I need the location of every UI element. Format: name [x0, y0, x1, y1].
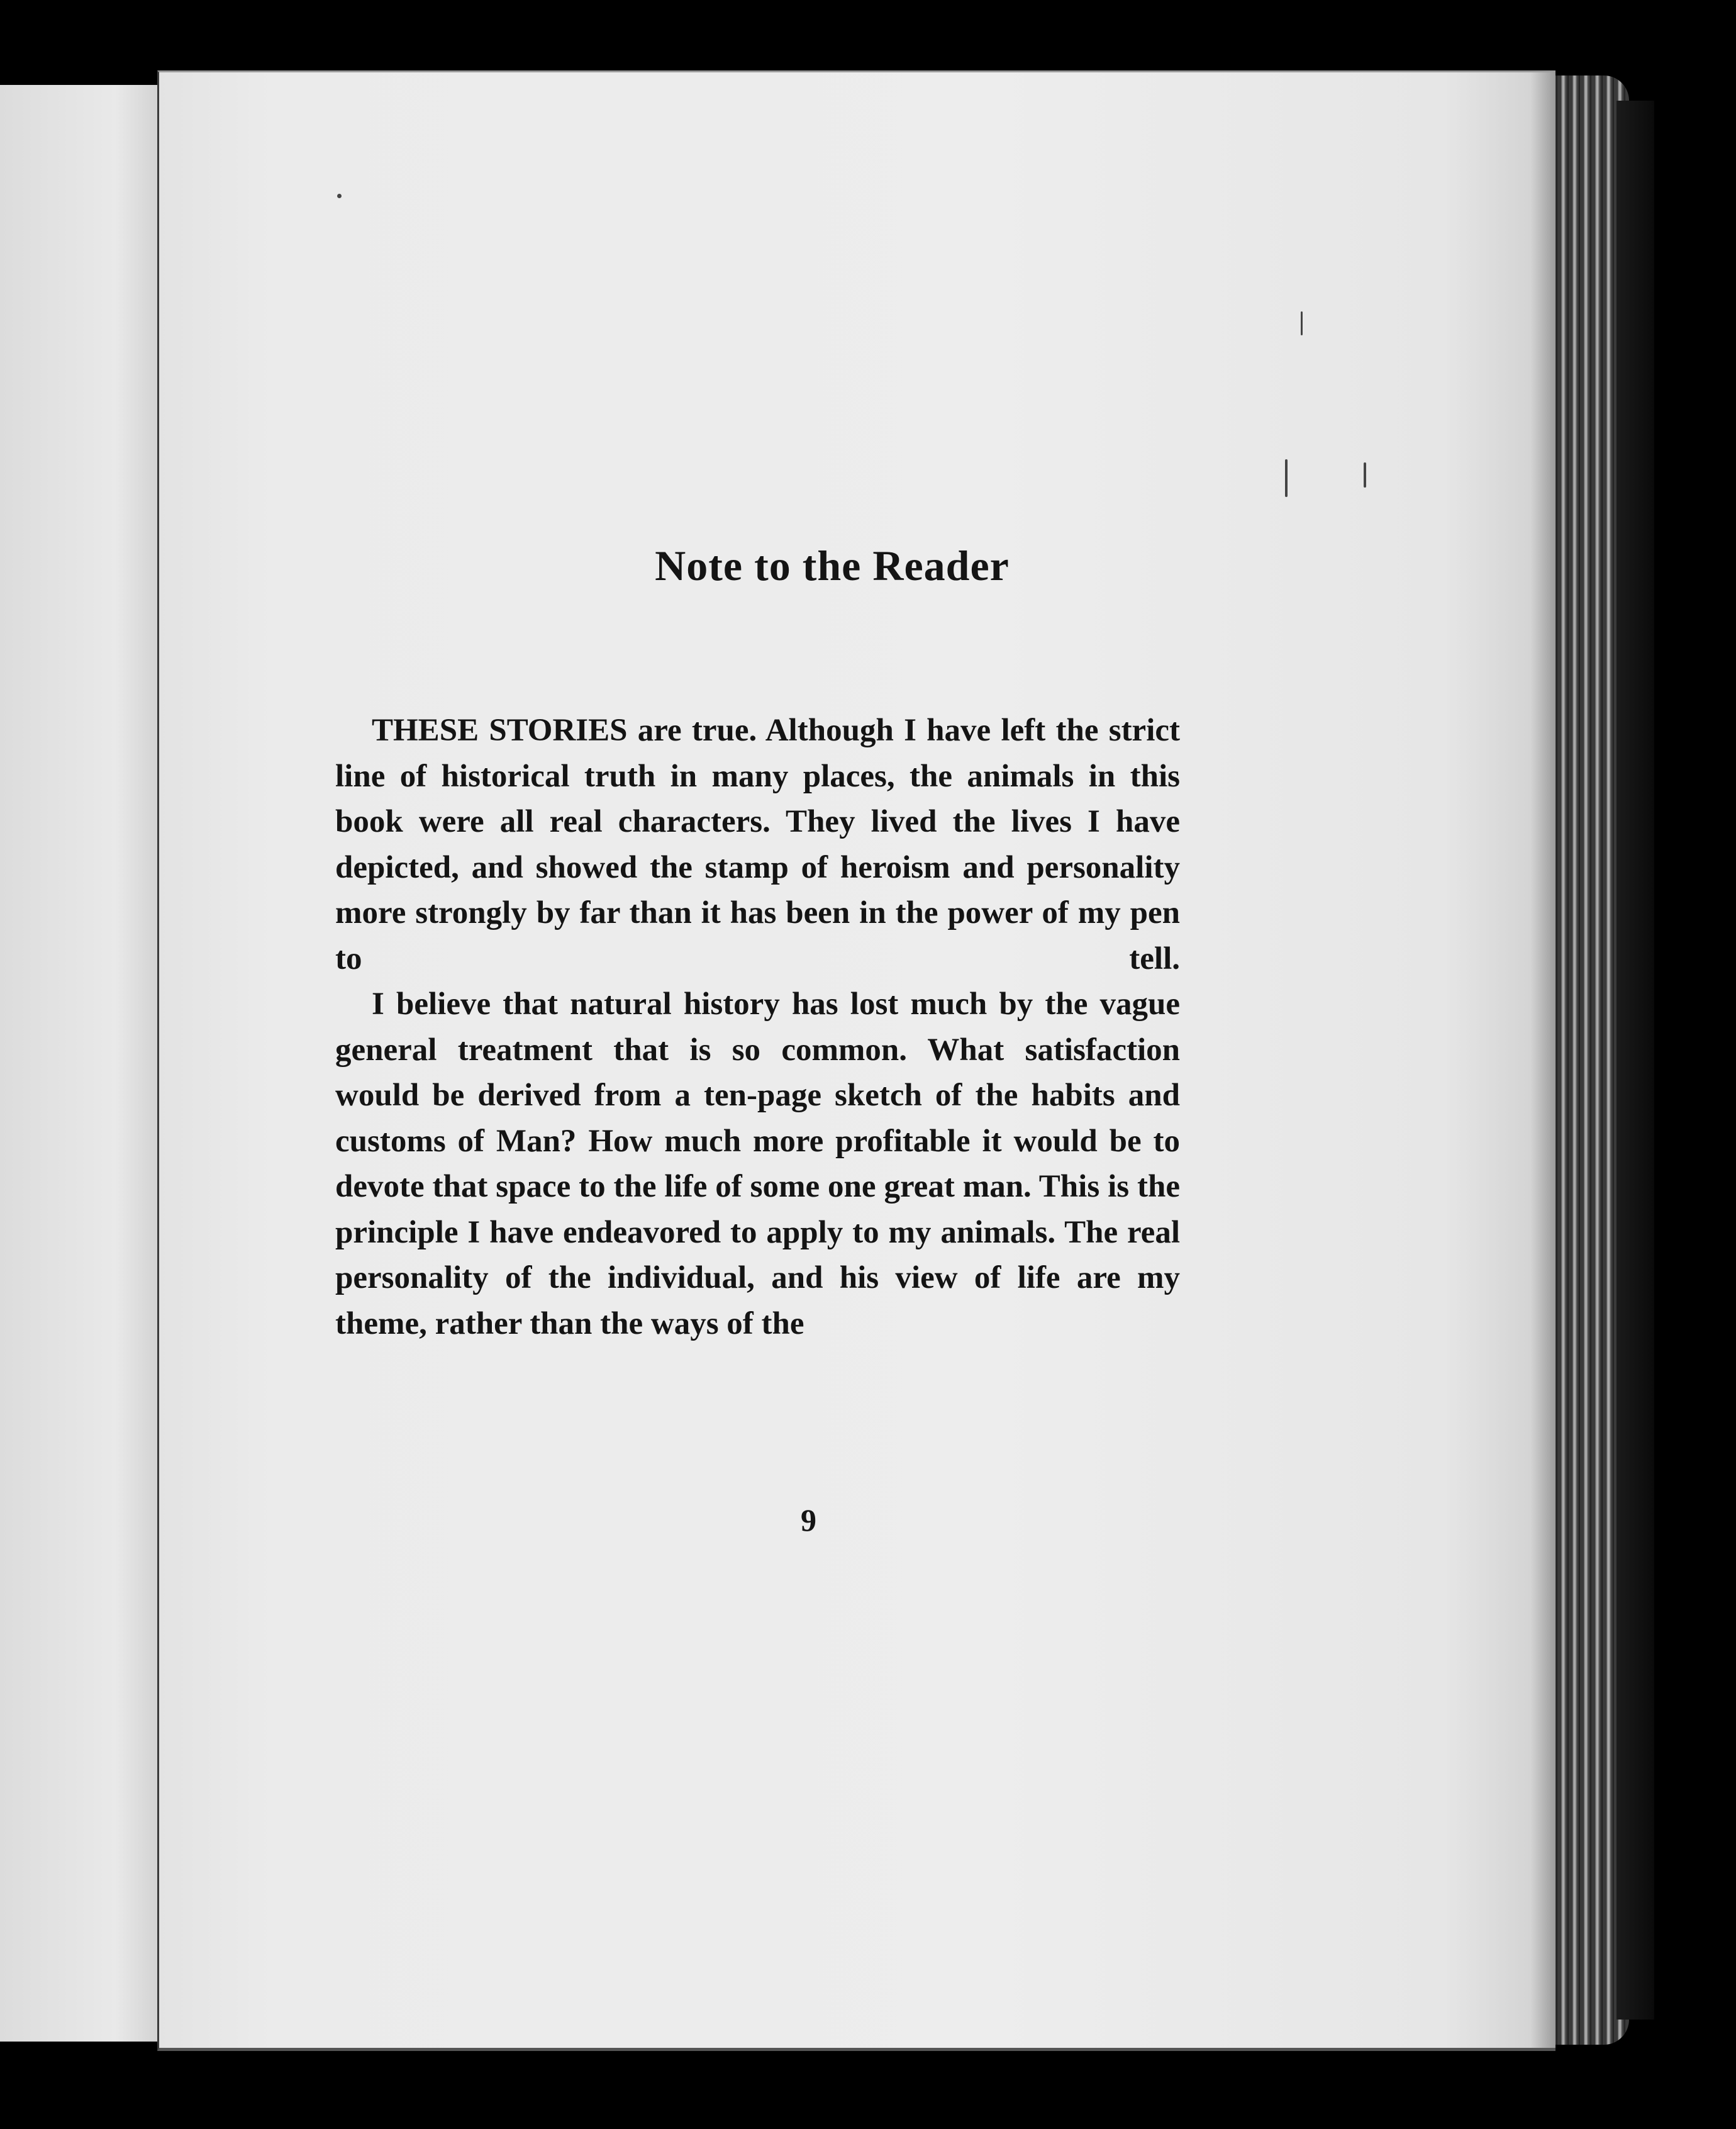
page-edge-shadow — [1530, 72, 1555, 2048]
ink-speck — [337, 194, 342, 198]
page-number: 9 — [801, 1502, 816, 1538]
page-title: Note to the Reader — [655, 542, 1010, 590]
paragraph-1: THESE STORIES are true. Although I have left the strict line of historical truth in many places, the animals in this book were all real characters. They lived the lives I have depicted, and showed the stamp of heroism and personality more strongly by far than it has been in the power of my pen to tell. — [335, 713, 1180, 976]
book-page — [157, 70, 1555, 2051]
left-page-edge — [0, 85, 167, 2042]
paragraph-2: I believe that natural history has lost much by the vague general treatment that is so common. What satisfaction would be derived from a ten-page sketch of the habits and customs of Man? How much more profitable it would be to devote that space to the life of some one great man. This is the principle I have endeavored to apply to my animals. The real personality of the individual, and his view of life are my theme, rather than the ways of the — [335, 986, 1180, 1341]
body-text — [335, 708, 1180, 1346]
ink-speck — [1301, 311, 1303, 335]
ink-speck — [1364, 462, 1366, 488]
page-stack-shadow — [1616, 101, 1654, 2020]
ink-speck — [1285, 459, 1288, 497]
